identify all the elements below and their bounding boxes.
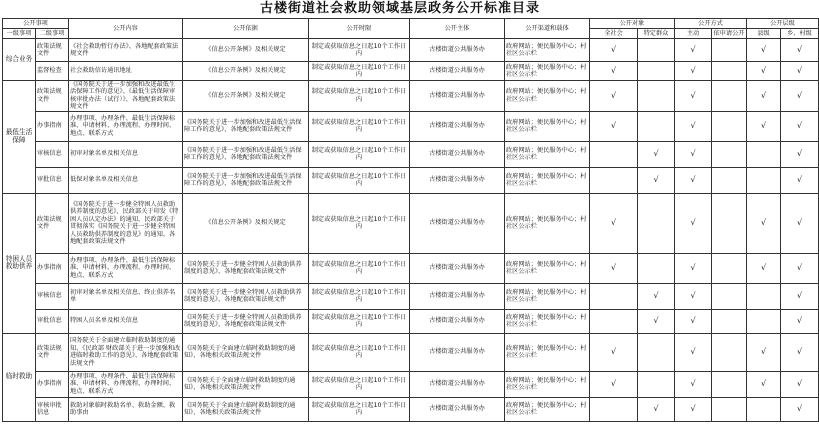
channel-cell: 政府网站；便民服务中心；村社区公示栏	[505, 141, 590, 167]
check-tier-town: √	[781, 309, 819, 333]
subject-cell: 古楼街道公共服务办	[410, 39, 505, 62]
check-target-specific: √	[638, 283, 675, 309]
level2-cell: 审核信息	[36, 283, 69, 309]
time-cell: 制定或获取信息之日起10个工作日内	[309, 167, 410, 193]
level1-cell: 最低生活保障	[3, 81, 36, 194]
channel-cell: 政府网站；便民服务中心；村社区公示栏	[505, 333, 590, 371]
header-basis: 公开依据	[183, 19, 309, 39]
channel-cell: 政府网站；便民服务中心；村社区公示栏	[505, 81, 590, 112]
subject-cell: 古楼街道公共服务办	[410, 397, 505, 421]
basis-cell: 《信息公开条例》及相关规定	[183, 39, 309, 62]
check-tier-town: √	[781, 371, 819, 397]
check-tier-town: √	[781, 81, 819, 112]
header-target-all: 全社会	[590, 29, 638, 39]
subject-cell: 古楼街道公共服务办	[410, 309, 505, 333]
header-method: 公开方式	[675, 19, 747, 29]
content-cell: 初审对象名单及相关信息	[69, 141, 183, 167]
table-row	[3, 253, 819, 283]
subject-cell: 古楼街道公共服务办	[410, 62, 505, 81]
check-target-specific: √	[638, 141, 675, 167]
time-cell: 制定或获取信息之日起10个工作日内	[309, 193, 410, 253]
check-target-all	[590, 309, 638, 333]
channel-cell: 政府网站；便民服务中心；村社区公示栏	[505, 193, 590, 253]
subject-cell: 古楼街道公共服务办	[410, 283, 505, 309]
level1-cell: 特困人员救助供养	[3, 193, 36, 333]
check-tier-town: √	[781, 141, 819, 167]
check-tier-county: √	[747, 253, 781, 283]
time-cell: 制定或获取信息之日起10个工作日内	[309, 283, 410, 309]
check-tier-town: √	[781, 397, 819, 421]
header-level2: 二级事项	[36, 29, 69, 39]
table-row	[3, 309, 819, 333]
subject-cell: 古楼街道公共服务办	[410, 81, 505, 112]
header-channel: 公开渠道和载体	[505, 19, 590, 39]
check-target-specific	[638, 371, 675, 397]
check-method-active: √	[675, 62, 712, 81]
level1-cell: 临时救助	[3, 333, 36, 421]
check-target-all: √	[590, 111, 638, 141]
subject-cell: 古楼街道公共服务办	[410, 333, 505, 371]
basis-cell: 《国务院关于进一步加强和改进最低生活保障工作的意见》、各地配套政策法规文件	[183, 167, 309, 193]
subject-cell: 古楼街道公共服务办	[410, 167, 505, 193]
check-method-active: √	[675, 193, 712, 253]
time-cell: 制定或获取信息之日起10个工作日内	[309, 39, 410, 62]
channel-cell: 政府网站；便民服务中心；村社区公示栏	[505, 167, 590, 193]
check-tier-county: √	[747, 111, 781, 141]
subject-cell: 古楼街道公共服务办	[410, 111, 505, 141]
channel-cell: 政府网站；便民服务中心；村社区公示栏	[505, 371, 590, 397]
check-method-active: √	[675, 167, 712, 193]
subject-cell: 古楼街道公共服务办	[410, 141, 505, 167]
check-tier-county	[747, 141, 781, 167]
content-cell: 初审对象名单及相关信息、终止供养名单	[69, 283, 183, 309]
content-cell: 办理事项、办理条件、最低生活保障标准、申请材料、办理流程、办理时间、地点、联系方式	[69, 371, 183, 397]
check-target-all: √	[590, 193, 638, 253]
content-cell: 社会救助信访通讯地址	[69, 62, 183, 81]
disclosure-table	[2, 18, 819, 422]
level1-cell: 综合业务	[3, 39, 36, 81]
check-tier-town: √	[781, 62, 819, 81]
content-cell: 低保对象名单及相关信息	[69, 167, 183, 193]
channel-cell: 政府网站；便民服务中心；村社区公示栏	[505, 309, 590, 333]
level2-cell: 办事指南	[36, 111, 69, 141]
header-tier-town: 乡、村级	[781, 29, 819, 39]
check-target-specific: √	[638, 397, 675, 421]
check-target-specific	[638, 62, 675, 81]
channel-cell: 政府网站；便民服务中心；村社区公示栏	[505, 111, 590, 141]
level2-cell: 审批信息	[36, 309, 69, 333]
content-cell: 国务院关于全面建立临时救助制度的通知、《民政部 财政部关于进一步加强和改进临时救助工作的意见》、各地配套政策法规文件	[69, 333, 183, 371]
check-target-specific	[638, 39, 675, 62]
check-target-all: √	[590, 371, 638, 397]
time-cell: 制定或获取信息之日起10个工作日内	[309, 253, 410, 283]
basis-cell: 《信息公开条例》及相关规定	[183, 193, 309, 253]
level2-cell: 办事指南	[36, 371, 69, 397]
check-target-specific	[638, 253, 675, 283]
check-tier-county: √	[747, 371, 781, 397]
basis-cell: 《国务院关于进一步健全特困人员救助供养制度的意见》、各地配套政策法规文件	[183, 253, 309, 283]
table-row	[3, 111, 819, 141]
check-method-apply	[712, 62, 747, 81]
check-method-active: √	[675, 333, 712, 371]
time-cell: 制定或获取信息之日起10个工作日内	[309, 397, 410, 421]
header-subject: 公开主体	[410, 19, 505, 39]
table-row	[3, 141, 819, 167]
content-cell: 办理事项、办理条件、最低生活保障标准、申请材料、办理流程、办理时间、地点、联系方式	[69, 111, 183, 141]
table-row	[3, 333, 819, 371]
subject-cell: 古楼街道公共服务办	[410, 371, 505, 397]
check-method-active: √	[675, 253, 712, 283]
check-tier-town: √	[781, 111, 819, 141]
check-tier-town: √	[781, 283, 819, 309]
content-cell: 救助对象临时救助名单、救助金额、救助事由	[69, 397, 183, 421]
check-target-all: √	[590, 253, 638, 283]
check-tier-town: √	[781, 193, 819, 253]
check-method-active: √	[675, 397, 712, 421]
check-method-apply	[712, 167, 747, 193]
table-row	[3, 81, 819, 112]
check-method-apply	[712, 39, 747, 62]
header-level1: 一级事项	[3, 29, 36, 39]
check-method-active: √	[675, 111, 712, 141]
check-target-specific	[638, 333, 675, 371]
channel-cell: 政府网站；便民服务中心；村社区公示栏	[505, 253, 590, 283]
check-method-apply	[712, 141, 747, 167]
check-method-apply	[712, 253, 747, 283]
time-cell: 制定或获取信息之日起10个工作日内	[309, 81, 410, 112]
check-tier-county	[747, 309, 781, 333]
table-row	[3, 193, 819, 253]
table-row	[3, 371, 819, 397]
time-cell: 制定或获取信息之日起10个工作日内	[309, 111, 410, 141]
table-row	[3, 167, 819, 193]
basis-cell: 《国务院关于全面建立临时救助制度的通知》、各地相关政策法规文件	[183, 397, 309, 421]
header-tier-county: 县级	[747, 29, 781, 39]
check-tier-county: √	[747, 39, 781, 62]
check-method-active: √	[675, 309, 712, 333]
time-cell: 制定或获取信息之日起10个工作日内	[309, 141, 410, 167]
level2-cell: 审批信息	[36, 167, 69, 193]
basis-cell: 《国务院关于进一步健全特困人员救助供养制度的意见》、各地配套政策法规文件	[183, 283, 309, 309]
basis-cell: 《国务院关于全面建立临时救助制度的通知》、各地相关政策法规文件	[183, 333, 309, 371]
check-method-apply	[712, 193, 747, 253]
check-target-specific	[638, 111, 675, 141]
basis-cell: 《国务院关于全面建立临时救助制度的通知》、各地相关政策法规文件	[183, 371, 309, 397]
check-target-specific	[638, 193, 675, 253]
check-method-apply	[712, 309, 747, 333]
check-method-apply	[712, 333, 747, 371]
basis-cell: 《信息公开条例》及相关规定	[183, 62, 309, 81]
header-time-limit: 公开时限	[309, 19, 410, 39]
channel-cell: 政府网站；便民服务中心；村社区公示栏	[505, 397, 590, 421]
check-method-active: √	[675, 141, 712, 167]
time-cell: 制定或获取信息之日起10个工作日内	[309, 62, 410, 81]
check-method-active: √	[675, 81, 712, 112]
content-cell: 办理事项、办理条件、最低生活保障标准、申请材料、办理流程、办理时间、地点、联系方式	[69, 253, 183, 283]
channel-cell: 政府网站；便民服务中心；村社区公示栏	[505, 39, 590, 62]
header-target-specific: 特定群众	[638, 29, 675, 39]
check-target-all	[590, 397, 638, 421]
level2-cell: 政策法规文件	[36, 193, 69, 253]
check-target-all	[590, 283, 638, 309]
check-method-apply	[712, 397, 747, 421]
time-cell: 制定或获取信息之日起10个工作日内	[309, 371, 410, 397]
check-tier-town: √	[781, 39, 819, 62]
check-method-active: √	[675, 371, 712, 397]
level2-cell: 政策法规文件	[36, 81, 69, 112]
check-target-all: √	[590, 333, 638, 371]
check-tier-county: √	[747, 81, 781, 112]
basis-cell: 《国务院关于进一步加强和改进最低生活保障工作的意见》、各地配套政策法规文件	[183, 111, 309, 141]
check-target-specific: √	[638, 309, 675, 333]
check-tier-county	[747, 283, 781, 309]
basis-cell: 《信息公开条例》及相关规定	[183, 81, 309, 112]
header-content: 公开内容	[69, 19, 183, 39]
content-cell: 《国务院关于进一步健全特困人员救助供养制度的意见》、民政部关于印发《特困人员认定办法》的通知、民政部关于贯彻落实《国务院关于进一步健全特困人员救助供养制度的意见》的通知、各地配套政策法规文件	[69, 193, 183, 253]
check-target-all: √	[590, 39, 638, 62]
check-tier-town: √	[781, 333, 819, 371]
check-tier-town: √	[781, 253, 819, 283]
check-target-all: √	[590, 62, 638, 81]
check-tier-county: √	[747, 193, 781, 253]
basis-cell: 《国务院关于进一步健全特困人员救助供养制度的意见》、各地配套政策法规文件	[183, 309, 309, 333]
check-method-apply	[712, 111, 747, 141]
check-target-all: √	[590, 81, 638, 112]
check-target-all	[590, 141, 638, 167]
subject-cell: 古楼街道公共服务办	[410, 253, 505, 283]
subject-cell: 古楼街道公共服务办	[410, 193, 505, 253]
check-tier-county	[747, 397, 781, 421]
table-row	[3, 397, 819, 421]
level2-cell: 审核审批信息	[36, 397, 69, 421]
header-method-apply: 依申请公开	[712, 29, 747, 39]
level2-cell: 审核信息	[36, 141, 69, 167]
check-tier-county	[747, 167, 781, 193]
check-method-apply	[712, 371, 747, 397]
check-method-active: √	[675, 39, 712, 62]
level2-cell: 办事指南	[36, 253, 69, 283]
check-target-specific: √	[638, 167, 675, 193]
channel-cell: 政府网站；便民服务中心；村社区公示栏	[505, 283, 590, 309]
table-row	[3, 62, 819, 81]
check-method-apply	[712, 81, 747, 112]
content-cell: 《国务院关于进一步加强和改进最低生活保障工作的意见》、《最低生活保障审核审批办法（试行）》、各地配套政策法规文件	[69, 81, 183, 112]
time-cell: 制定或获取信息之日起10个工作日内	[309, 333, 410, 371]
header-items: 公开事项	[3, 19, 69, 29]
time-cell: 制定或获取信息之日起10个工作日内	[309, 309, 410, 333]
level2-cell: 政策法规文件	[36, 39, 69, 62]
table-row	[3, 39, 819, 62]
check-tier-county: √	[747, 333, 781, 371]
level2-cell: 政策法规文件	[36, 333, 69, 371]
header-tier: 公开层级	[747, 19, 819, 29]
table-row	[3, 283, 819, 309]
level2-cell: 监督检查	[36, 62, 69, 81]
content-cell: 《社会救助暂行办法》、各地配套政策法规文件	[69, 39, 183, 62]
check-method-apply	[712, 283, 747, 309]
check-method-active: √	[675, 283, 712, 309]
check-target-specific	[638, 81, 675, 112]
content-cell: 特困人员名单及相关信息	[69, 309, 183, 333]
check-target-all	[590, 167, 638, 193]
check-tier-county: √	[747, 62, 781, 81]
check-tier-town: √	[781, 167, 819, 193]
channel-cell: 政府网站；便民服务中心；村社区公示栏	[505, 62, 590, 81]
basis-cell: 《国务院关于进一步加强和改进最低生活保障工作的意见》、各地配套政策法规文件	[183, 141, 309, 167]
header-target: 公开对象	[590, 19, 675, 29]
page-title: 古楼街道社会救助领域基层政务公开标准目录	[259, 1, 540, 16]
header-method-active: 主动	[675, 29, 712, 39]
